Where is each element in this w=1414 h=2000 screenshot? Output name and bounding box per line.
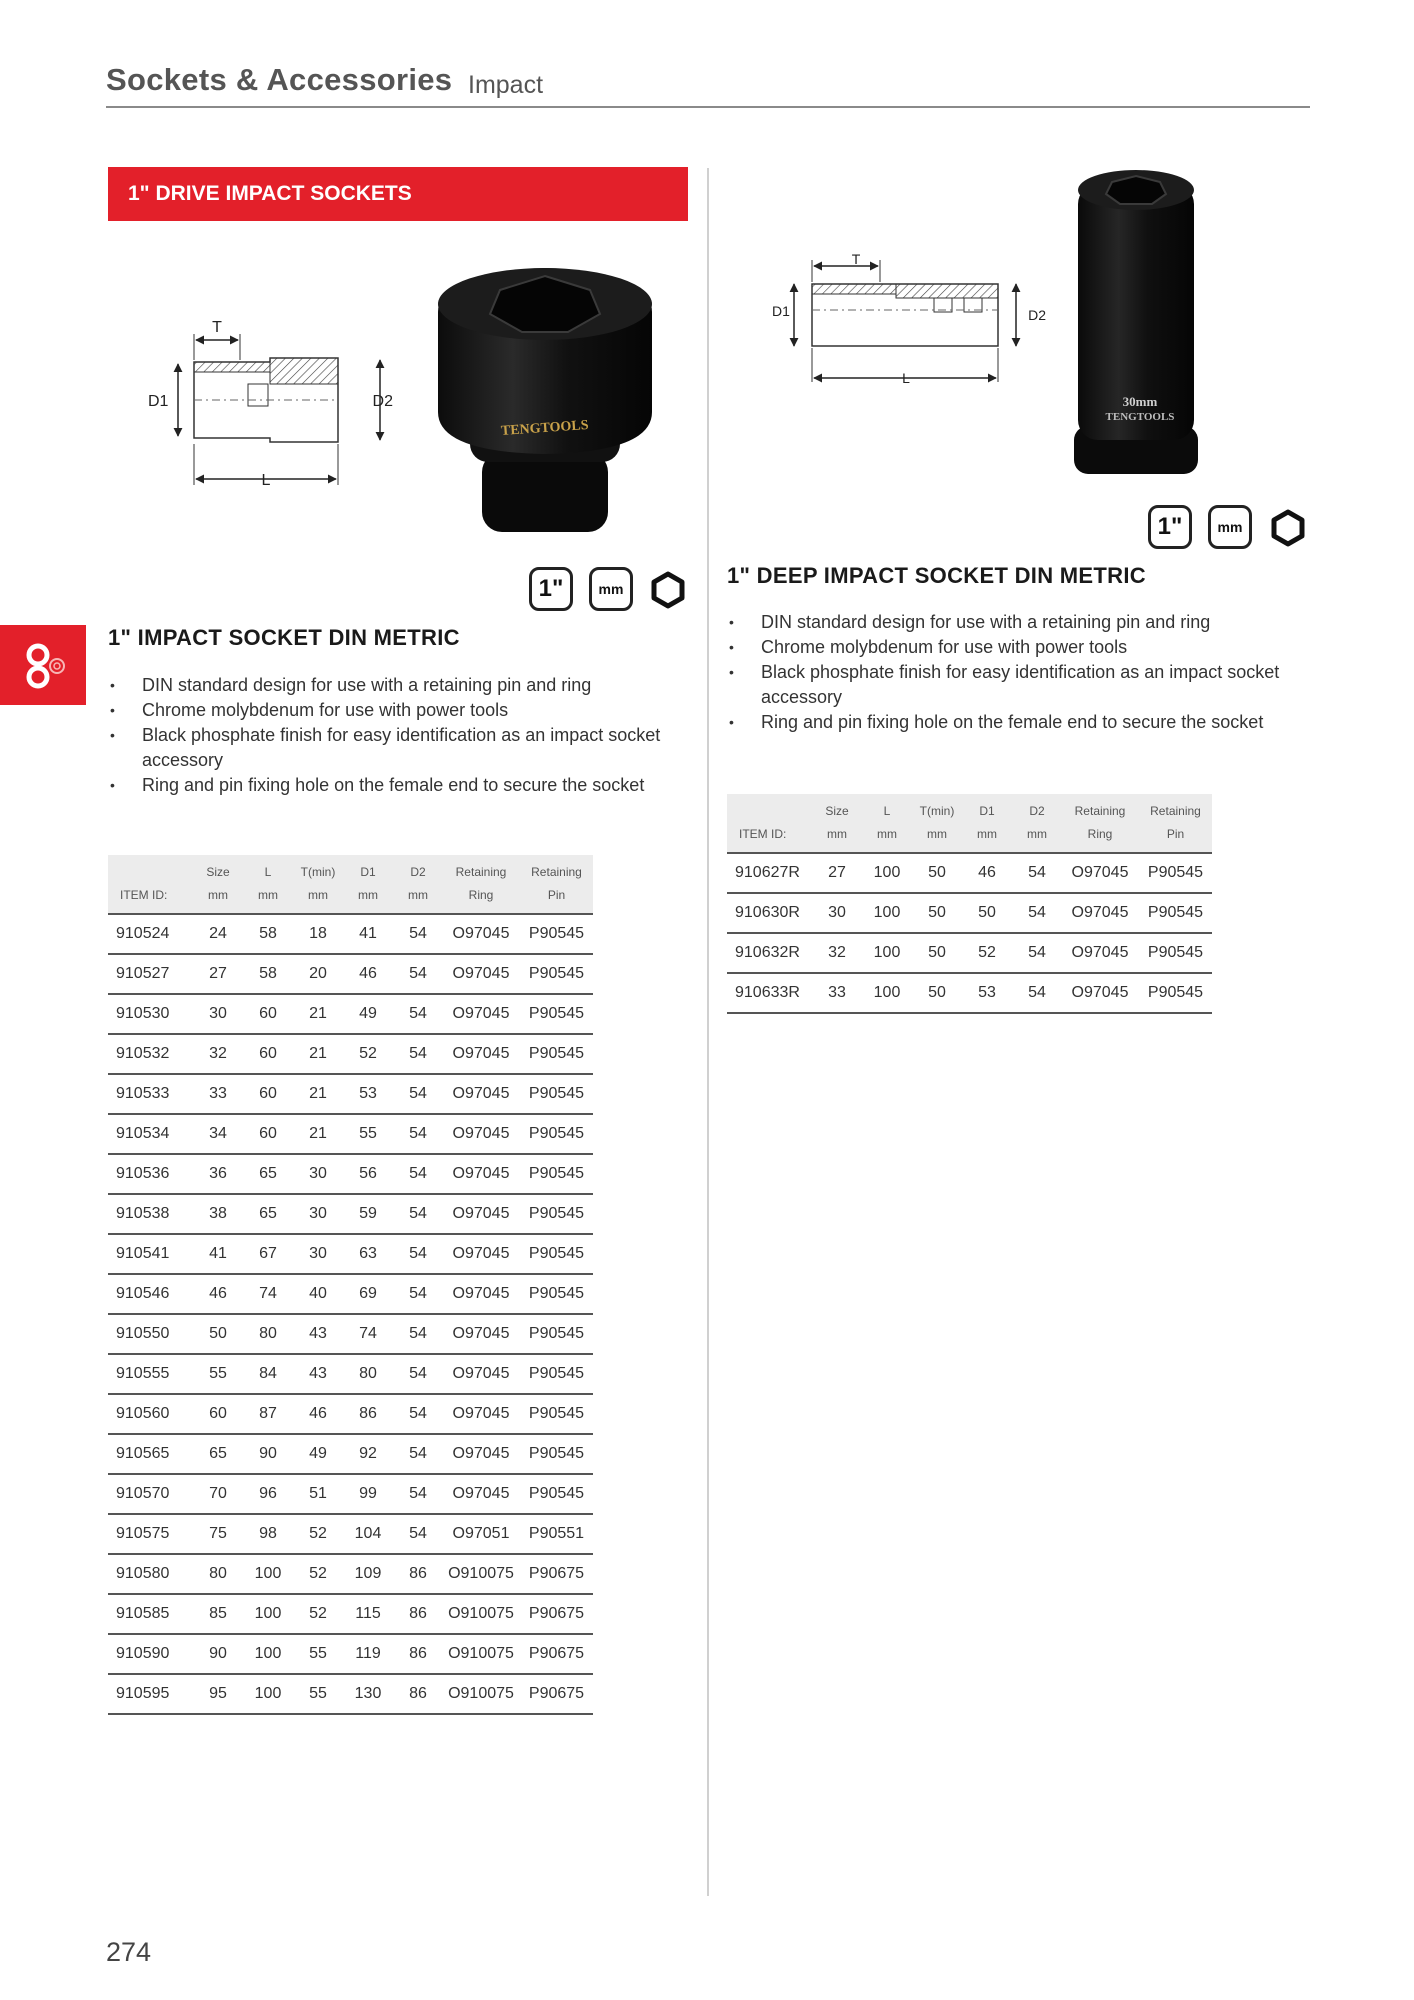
- table-cell: P90675: [520, 1594, 593, 1634]
- table-cell: 49: [342, 994, 394, 1034]
- column-header: [727, 794, 813, 823]
- table-cell: 54: [394, 1154, 442, 1194]
- table-cell: O97045: [442, 1114, 520, 1154]
- table-cell: O97045: [1061, 853, 1139, 893]
- table-cell: 54: [394, 954, 442, 994]
- table-cell: 104: [342, 1514, 394, 1554]
- column-header: [108, 855, 194, 884]
- table-cell: 41: [194, 1234, 242, 1274]
- table-cell: 54: [394, 1474, 442, 1514]
- item-id-cell: 910550: [108, 1314, 194, 1354]
- table-cell: 98: [242, 1514, 294, 1554]
- table-cell: O97045: [442, 1154, 520, 1194]
- table-cell: 86: [394, 1594, 442, 1634]
- item-id-cell: 910536: [108, 1154, 194, 1194]
- metric-badge: mm: [589, 567, 633, 611]
- table-cell: 50: [961, 893, 1013, 933]
- table-cell: 85: [194, 1594, 242, 1634]
- diagram-label-l: L: [902, 370, 910, 386]
- section-tab: [0, 625, 86, 705]
- table-cell: 90: [194, 1634, 242, 1674]
- table-cell: P90545: [1139, 893, 1212, 933]
- table-row: [108, 954, 593, 994]
- table-cell: 60: [194, 1394, 242, 1434]
- table-cell: 95: [194, 1674, 242, 1714]
- table-cell: 38: [194, 1194, 242, 1234]
- table-cell: 86: [394, 1634, 442, 1674]
- column-header: Retaining: [1139, 794, 1212, 823]
- table-cell: 43: [294, 1314, 342, 1354]
- column-header: mm: [813, 823, 861, 853]
- table-header-row: [727, 794, 1212, 823]
- item-id-cell: 910533: [108, 1074, 194, 1114]
- column-header: D1: [342, 855, 394, 884]
- table-row: [108, 1154, 593, 1194]
- table-cell: 100: [861, 853, 913, 893]
- table-cell: O910075: [442, 1554, 520, 1594]
- table-row: [727, 893, 1212, 933]
- table-cell: O97045: [442, 1474, 520, 1514]
- item-id-cell: 910627R: [727, 853, 813, 893]
- table-cell: P90545: [520, 1074, 593, 1114]
- table-row: [108, 1554, 593, 1594]
- table-cell: P90545: [520, 1394, 593, 1434]
- drive-size-badge: 1": [529, 567, 573, 611]
- column-header: L: [242, 855, 294, 884]
- diagram-label-d2: D2: [372, 393, 393, 410]
- item-id-cell: 910534: [108, 1114, 194, 1154]
- column-header: Pin: [1139, 823, 1212, 853]
- socket-dimension-diagram: [128, 320, 398, 495]
- section-banner: 1" DRIVE IMPACT SOCKETS: [108, 167, 688, 221]
- item-id-cell: 910595: [108, 1674, 194, 1714]
- table-cell: 30: [294, 1234, 342, 1274]
- table-cell: 30: [294, 1154, 342, 1194]
- table-cell: 99: [342, 1474, 394, 1514]
- table-cell: 21: [294, 994, 342, 1034]
- table-cell: 46: [342, 954, 394, 994]
- column-header: mm: [194, 884, 242, 914]
- table-cell: 46: [194, 1274, 242, 1314]
- drive-size-badge: 1": [1148, 505, 1192, 549]
- feature-item: • Chrome molybdenum for use with power tools: [727, 635, 1307, 660]
- table-cell: O97045: [442, 1394, 520, 1434]
- table-cell: 59: [342, 1194, 394, 1234]
- feature-item: • Black phosphate finish for easy identification as an impact socket accessory: [727, 660, 1307, 710]
- table-cell: 55: [294, 1634, 342, 1674]
- column-header: mm: [913, 823, 961, 853]
- table-cell: 54: [394, 1194, 442, 1234]
- table-cell: 70: [194, 1474, 242, 1514]
- column-header: mm: [861, 823, 913, 853]
- table-cell: O97045: [1061, 893, 1139, 933]
- table-cell: 18: [294, 914, 342, 954]
- column-header: mm: [342, 884, 394, 914]
- table-cell: 87: [242, 1394, 294, 1434]
- table-cell: P90545: [520, 1034, 593, 1074]
- table-cell: P90545: [520, 914, 593, 954]
- table-cell: 24: [194, 914, 242, 954]
- impact-socket-title: 1" IMPACT SOCKET DIN METRIC: [108, 625, 460, 650]
- table-cell: 55: [294, 1674, 342, 1714]
- item-id-cell: 910524: [108, 914, 194, 954]
- item-id-cell: 910532: [108, 1034, 194, 1074]
- item-id-cell: 910633R: [727, 973, 813, 1013]
- metric-badge: mm: [1208, 505, 1252, 549]
- deep-socket-dimension-diagram: [764, 250, 1054, 390]
- table-row: [727, 853, 1212, 893]
- table-cell: 80: [242, 1314, 294, 1354]
- table-cell: O97045: [442, 994, 520, 1034]
- column-header: D2: [394, 855, 442, 884]
- table-cell: 54: [394, 1074, 442, 1114]
- column-header: ITEM ID:: [108, 884, 194, 914]
- table-cell: O97045: [442, 1274, 520, 1314]
- diagram-label-d1: D1: [148, 393, 169, 410]
- table-cell: 80: [342, 1354, 394, 1394]
- table-cell: 27: [194, 954, 242, 994]
- table-cell: 100: [861, 973, 913, 1013]
- table-cell: 90: [242, 1434, 294, 1474]
- product-size-marking: 30mm: [1122, 394, 1158, 409]
- table-header-row: [108, 884, 593, 914]
- hex-socket-icon: [648, 570, 688, 610]
- table-cell: 32: [813, 933, 861, 973]
- table-row: [727, 933, 1212, 973]
- table-cell: 50: [913, 933, 961, 973]
- item-id-cell: 910570: [108, 1474, 194, 1514]
- table-cell: P90545: [1139, 933, 1212, 973]
- table-cell: 54: [394, 1514, 442, 1554]
- table-cell: 52: [294, 1554, 342, 1594]
- socket-set-icon: [0, 625, 86, 705]
- page-subtitle: Impact: [468, 71, 544, 99]
- table-cell: 109: [342, 1554, 394, 1594]
- table-cell: 55: [194, 1354, 242, 1394]
- table-cell: 65: [242, 1194, 294, 1234]
- table-cell: 75: [194, 1514, 242, 1554]
- table-cell: 86: [394, 1674, 442, 1714]
- table-cell: P90545: [520, 1194, 593, 1234]
- table-cell: 33: [813, 973, 861, 1013]
- table-row: [108, 1234, 593, 1274]
- item-id-cell: 910530: [108, 994, 194, 1034]
- table-cell: 54: [1013, 893, 1061, 933]
- table-cell: 34: [194, 1114, 242, 1154]
- table-cell: 92: [342, 1434, 394, 1474]
- table-cell: P90545: [520, 1354, 593, 1394]
- table-cell: 30: [813, 893, 861, 933]
- table-cell: 100: [242, 1634, 294, 1674]
- table-cell: 54: [394, 1314, 442, 1354]
- table-row: [108, 1194, 593, 1234]
- column-header: Size: [813, 794, 861, 823]
- table-cell: O97045: [442, 1194, 520, 1234]
- table-cell: 20: [294, 954, 342, 994]
- table-cell: O97045: [442, 1234, 520, 1274]
- table-cell: 55: [342, 1114, 394, 1154]
- table-cell: P90545: [520, 1154, 593, 1194]
- diagram-label-l: L: [261, 472, 271, 489]
- diagram-label-d2: D2: [1028, 307, 1046, 323]
- table-cell: 56: [342, 1154, 394, 1194]
- table-cell: O97045: [442, 1034, 520, 1074]
- table-cell: 50: [913, 853, 961, 893]
- hex-socket-icon: [1268, 508, 1308, 548]
- impact-socket-table-body: [108, 914, 593, 1714]
- table-cell: O97045: [442, 1314, 520, 1354]
- impact-socket-table: [108, 855, 593, 1715]
- column-header: Size: [194, 855, 242, 884]
- table-cell: P90545: [1139, 853, 1212, 893]
- column-header: T(min): [913, 794, 961, 823]
- feature-item: • DIN standard design for use with a retaining pin and ring: [727, 610, 1307, 635]
- table-cell: P90551: [520, 1514, 593, 1554]
- table-cell: 60: [242, 1074, 294, 1114]
- table-cell: 119: [342, 1634, 394, 1674]
- table-cell: 54: [394, 1394, 442, 1434]
- diagram-label-t: T: [212, 320, 222, 336]
- table-cell: P90545: [520, 1314, 593, 1354]
- table-cell: 30: [194, 994, 242, 1034]
- table-cell: 46: [294, 1394, 342, 1434]
- table-row: [108, 1394, 593, 1434]
- item-id-cell: 910632R: [727, 933, 813, 973]
- table-cell: 53: [961, 973, 1013, 1013]
- table-cell: 27: [813, 853, 861, 893]
- column-header: Retaining: [520, 855, 593, 884]
- table-cell: O910075: [442, 1674, 520, 1714]
- column-header: L: [861, 794, 913, 823]
- table-cell: 100: [242, 1554, 294, 1594]
- table-cell: O910075: [442, 1594, 520, 1634]
- table-cell: 52: [961, 933, 1013, 973]
- table-cell: P90545: [1139, 973, 1212, 1013]
- table-cell: P90545: [520, 1434, 593, 1474]
- deep-impact-socket-features: [727, 610, 1307, 735]
- table-cell: 54: [1013, 853, 1061, 893]
- table-row: [108, 994, 593, 1034]
- item-id-cell: 910590: [108, 1634, 194, 1674]
- table-row: [108, 914, 593, 954]
- table-cell: 65: [242, 1154, 294, 1194]
- table-cell: O910075: [442, 1634, 520, 1674]
- table-row: [108, 1114, 593, 1154]
- diagram-label-t: T: [851, 251, 861, 267]
- table-row: [108, 1674, 593, 1714]
- table-cell: 130: [342, 1674, 394, 1714]
- table-row: [108, 1634, 593, 1674]
- table-row: [108, 1354, 593, 1394]
- item-id-cell: 910585: [108, 1594, 194, 1634]
- column-header: D1: [961, 794, 1013, 823]
- diagram-label-d1: D1: [772, 303, 790, 319]
- table-cell: 100: [861, 893, 913, 933]
- table-cell: P90545: [520, 994, 593, 1034]
- feature-item: • Ring and pin fixing hole on the female end to secure the socket: [727, 710, 1307, 735]
- column-header: Retaining: [1061, 794, 1139, 823]
- impact-socket-photo: [430, 262, 660, 542]
- feature-item: • Black phosphate finish for easy identification as an impact socket accessory: [108, 723, 678, 773]
- page-title: Sockets & Accessories: [106, 62, 453, 97]
- impact-socket-features: [108, 673, 678, 798]
- column-header: T(min): [294, 855, 342, 884]
- table-cell: 40: [294, 1274, 342, 1314]
- table-cell: 30: [294, 1194, 342, 1234]
- column-header: Retaining: [442, 855, 520, 884]
- table-cell: P90545: [520, 1274, 593, 1314]
- table-cell: 52: [294, 1594, 342, 1634]
- table-header-row: [727, 823, 1212, 853]
- column-header: Pin: [520, 884, 593, 914]
- table-cell: 54: [394, 1034, 442, 1074]
- table-cell: O97045: [442, 914, 520, 954]
- table-cell: 51: [294, 1474, 342, 1514]
- table-row: [727, 973, 1212, 1013]
- item-id-cell: 910555: [108, 1354, 194, 1394]
- table-cell: 21: [294, 1114, 342, 1154]
- table-row: [108, 1314, 593, 1354]
- table-cell: 84: [242, 1354, 294, 1394]
- column-header: mm: [242, 884, 294, 914]
- item-id-cell: 910560: [108, 1394, 194, 1434]
- table-cell: 41: [342, 914, 394, 954]
- table-cell: 74: [242, 1274, 294, 1314]
- table-cell: 54: [394, 1274, 442, 1314]
- header-divider: [106, 106, 1310, 108]
- table-cell: 50: [913, 893, 961, 933]
- table-cell: O97045: [1061, 933, 1139, 973]
- table-row: [108, 1434, 593, 1474]
- deep-impact-socket-table-body: [727, 853, 1212, 1013]
- product-logo: TENGTOOLS: [1105, 411, 1175, 423]
- table-cell: 54: [1013, 973, 1061, 1013]
- table-cell: 21: [294, 1074, 342, 1114]
- table-cell: 86: [342, 1394, 394, 1434]
- table-cell: O97045: [442, 1434, 520, 1474]
- item-id-cell: 910630R: [727, 893, 813, 933]
- table-cell: O97045: [442, 1074, 520, 1114]
- table-cell: 21: [294, 1034, 342, 1074]
- item-id-cell: 910575: [108, 1514, 194, 1554]
- table-cell: 36: [194, 1154, 242, 1194]
- table-cell: 96: [242, 1474, 294, 1514]
- deep-impact-socket-title: 1" DEEP IMPACT SOCKET DIN METRIC: [727, 563, 1146, 588]
- item-id-cell: 910580: [108, 1554, 194, 1594]
- table-row: [108, 1474, 593, 1514]
- table-cell: P90545: [520, 1114, 593, 1154]
- table-cell: O97045: [442, 1354, 520, 1394]
- column-header: Ring: [1061, 823, 1139, 853]
- table-cell: O97045: [442, 954, 520, 994]
- table-cell: 60: [242, 1034, 294, 1074]
- table-cell: 100: [242, 1674, 294, 1714]
- table-cell: 32: [194, 1034, 242, 1074]
- item-id-cell: 910541: [108, 1234, 194, 1274]
- item-id-cell: 910538: [108, 1194, 194, 1234]
- item-id-cell: 910565: [108, 1434, 194, 1474]
- column-divider: [707, 168, 709, 1896]
- table-cell: 74: [342, 1314, 394, 1354]
- item-id-cell: 910546: [108, 1274, 194, 1314]
- table-cell: 115: [342, 1594, 394, 1634]
- table-cell: 50: [913, 973, 961, 1013]
- table-cell: 54: [394, 994, 442, 1034]
- table-cell: 60: [242, 994, 294, 1034]
- table-cell: 54: [394, 1434, 442, 1474]
- table-cell: 60: [242, 1114, 294, 1154]
- column-header: mm: [394, 884, 442, 914]
- table-cell: O97045: [1061, 973, 1139, 1013]
- table-cell: 63: [342, 1234, 394, 1274]
- table-header-row: [108, 855, 593, 884]
- table-cell: P90545: [520, 1474, 593, 1514]
- table-cell: P90545: [520, 1234, 593, 1274]
- table-cell: 52: [294, 1514, 342, 1554]
- feature-item: • DIN standard design for use with a retaining pin and ring: [108, 673, 678, 698]
- table-cell: 46: [961, 853, 1013, 893]
- table-row: [108, 1514, 593, 1554]
- table-cell: 52: [342, 1034, 394, 1074]
- table-cell: 67: [242, 1234, 294, 1274]
- table-cell: 54: [394, 1354, 442, 1394]
- table-cell: 49: [294, 1434, 342, 1474]
- feature-item: • Chrome molybdenum for use with power tools: [108, 698, 678, 723]
- table-cell: 58: [242, 914, 294, 954]
- table-cell: 58: [242, 954, 294, 994]
- table-cell: P90675: [520, 1674, 593, 1714]
- column-header: D2: [1013, 794, 1061, 823]
- table-cell: 54: [1013, 933, 1061, 973]
- table-cell: O97051: [442, 1514, 520, 1554]
- table-cell: 54: [394, 1114, 442, 1154]
- deep-impact-socket-table: [727, 794, 1212, 1014]
- column-header: ITEM ID:: [727, 823, 813, 853]
- table-cell: 100: [861, 933, 913, 973]
- table-cell: P90675: [520, 1554, 593, 1594]
- page-number: 274: [106, 1937, 152, 1967]
- deep-impact-socket-photo: [1058, 162, 1218, 482]
- table-cell: 33: [194, 1074, 242, 1114]
- table-row: [108, 1594, 593, 1634]
- table-row: [108, 1034, 593, 1074]
- table-cell: 53: [342, 1074, 394, 1114]
- table-cell: 69: [342, 1274, 394, 1314]
- table-cell: 54: [394, 914, 442, 954]
- table-cell: 80: [194, 1554, 242, 1594]
- table-cell: 43: [294, 1354, 342, 1394]
- product-logo: TENGTOOLS: [500, 417, 590, 440]
- column-header: Ring: [442, 884, 520, 914]
- column-header: mm: [961, 823, 1013, 853]
- table-cell: 65: [194, 1434, 242, 1474]
- table-cell: P90675: [520, 1634, 593, 1674]
- table-cell: 50: [194, 1314, 242, 1354]
- table-row: [108, 1074, 593, 1114]
- feature-item: • Ring and pin fixing hole on the female end to secure the socket: [108, 773, 678, 798]
- table-row: [108, 1274, 593, 1314]
- column-header: mm: [294, 884, 342, 914]
- table-cell: 100: [242, 1594, 294, 1634]
- table-cell: 54: [394, 1234, 442, 1274]
- item-id-cell: 910527: [108, 954, 194, 994]
- table-cell: P90545: [520, 954, 593, 994]
- table-cell: 86: [394, 1554, 442, 1594]
- column-header: mm: [1013, 823, 1061, 853]
